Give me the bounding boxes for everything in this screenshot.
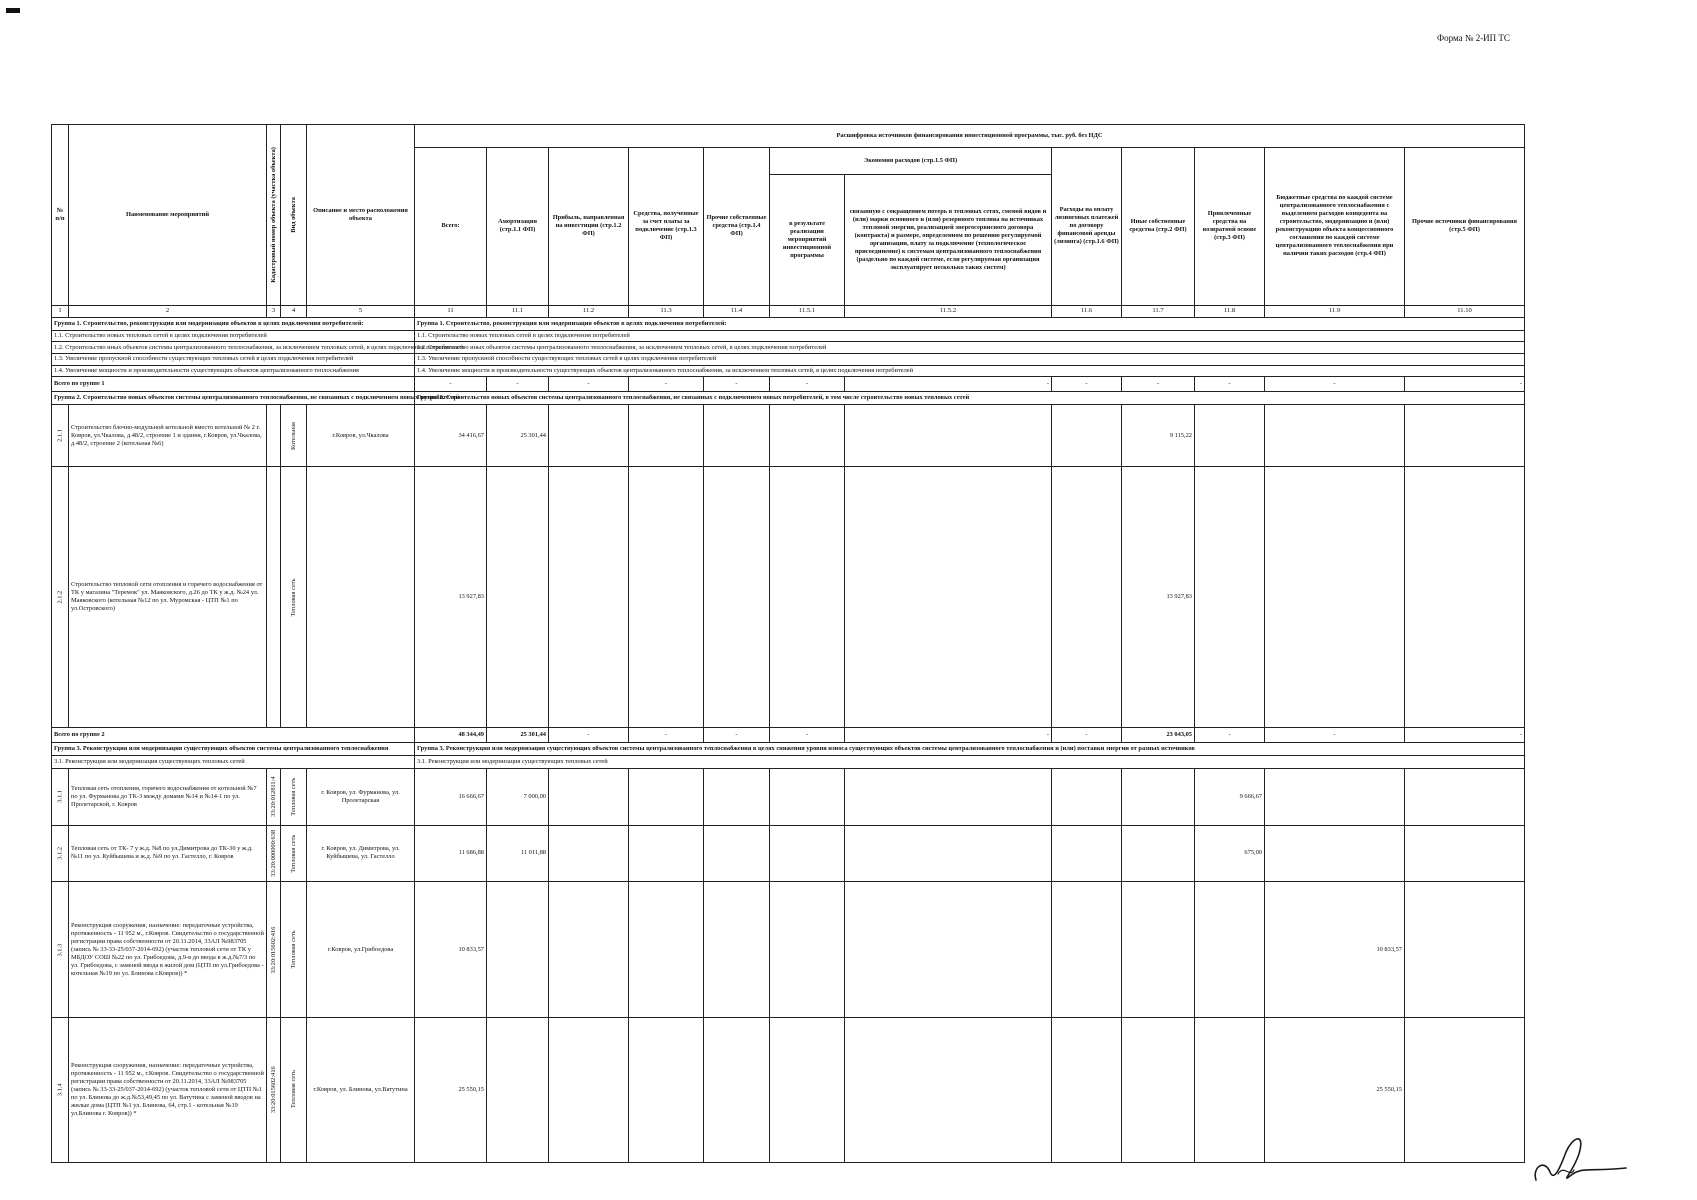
group3-title-row — [52, 742, 1525, 756]
dash-cell: - — [1122, 377, 1195, 392]
col-number: 11.6 — [1052, 305, 1122, 318]
form-label: Форма № 2-ИП ТС — [1437, 33, 1510, 43]
subgroup-title: 1.1. Строительство новых тепловых сетей в целях подключения потребителей — [52, 330, 415, 342]
dash-cell: - — [1405, 727, 1525, 742]
group-title: Группа 3. Реконструкция или модернизация существующих объектов системы централизованного теплоснабжения в целях снижения уровня износа существующих объектов системы централизованного теплоснабжения и (или) поставки энергии от разных источников — [415, 742, 1525, 756]
group1-total-row — [52, 377, 1525, 392]
group1-sub-row — [52, 330, 1525, 342]
amort-value — [487, 467, 549, 728]
object-type: Тепловая сеть — [281, 467, 307, 728]
group3-sub-row — [52, 756, 1525, 769]
col-number: 11.10 — [1405, 305, 1525, 318]
object-location: г. Ковров, ул. Фурманова, ул. Пролетарская — [307, 768, 415, 825]
dash-cell: - — [845, 377, 1052, 392]
cadastral-number: 33:20:015602:416 — [267, 1017, 281, 1162]
col-number: 11.4 — [704, 305, 770, 318]
signature-icon — [1530, 1128, 1630, 1188]
dash-cell: - — [549, 727, 629, 742]
borrowed-value — [1195, 882, 1265, 1018]
cadastral-number: 33:20:000000:638 — [267, 825, 281, 882]
budget-value — [1265, 825, 1405, 882]
group-title: Группа 2. Строительство новых объектов системы централизованного теплоснабжения, не связанных с подключением новых потребителей — [52, 391, 415, 405]
profit-header: Прибыль, направленная на инвестиции (стр.1.2 ФП) — [549, 148, 629, 306]
amort-value — [487, 882, 549, 1018]
dash-cell: - — [1265, 727, 1405, 742]
subgroup-title: 3.1. Реконструкция или модернизация существующих тепловых сетей — [415, 756, 1525, 769]
subgroup-title: 1.3. Увеличение пропускной способности существующих тепловых сетей в целях подключения потребителей — [415, 353, 1525, 365]
amort-header: Амортизация (стр.1.1 ФП) — [487, 148, 549, 306]
column-number-row — [52, 305, 1525, 318]
row-number: 2.1.1 — [52, 405, 69, 467]
dash-cell: - — [549, 377, 629, 392]
group1-sub-row — [52, 353, 1525, 365]
object-type: Тепловая сеть — [281, 768, 307, 825]
connection-fee-header: Средства, полученные за счет платы за подключение (стр.1.3 ФП) — [629, 148, 704, 306]
col-number: 4 — [281, 305, 307, 318]
budget-value: 10 833,57 — [1265, 882, 1405, 1018]
economy-losses-header: связанную с сокращением потерь в тепловых сетях, сменой видов и (или) марки основного и (или) резервного топлива на источниках тепловой энергии, реализацией энергосервисного договора (контракта) и размере, определенном по решению регулируемой организации, плату за подключение (технологическое присоединение) к системам централизованного теплоснабжения (раздельно по каждой системе, если регулируемая организация эксплуатирует несколько таких систем) — [845, 175, 1052, 305]
amort-value: 11 011,88 — [487, 825, 549, 882]
cadastral-number: 33:20:012811:4 — [267, 768, 281, 825]
dash-cell: - — [1195, 377, 1265, 392]
col-number: 1 — [52, 305, 69, 318]
dash-cell: - — [629, 727, 704, 742]
measure-name: Строительство тепловой сети отопления и горячего водоснабжения от ТК у магазина "Теремок" ул. Маяковского, д.26 до ТК у ж.д. №24 ул. Маяковского (котельная №12 по ул. Муромская - ЦТП №1 по ул.Островского) — [69, 467, 267, 728]
borrowed-value: 9 666,67 — [1195, 768, 1265, 825]
group-total-label: Всего по группе 2 — [52, 727, 415, 742]
cadastral-number — [267, 467, 281, 728]
group1-title-row — [52, 318, 1525, 331]
measure-name: Реконструкция сооружения, назначение: передаточные устройства, протяженность - 11 952 м., г.Ковров. Свидетельство о государственной регистрации права собственности от 20.11.2014, 33АЛ №983705 (запись № 33-33-25/037-2014-692) (участок тепловой сети от ЦТП №1 по ул. Блинова до ж.д.№53,49,45 по ул. Ватутина с заменой вводов на жилые дома (ЦТП №1 ул. Блинова, 64, стр.1 - котельная №19 ул.Блинова г. Ковров)) * — [69, 1017, 267, 1162]
dash-cell: - — [770, 727, 845, 742]
col-number: 2 — [69, 305, 267, 318]
dash-cell: - — [1052, 727, 1122, 742]
budget-header: Бюджетные средства по каждой системе централизованного теплоснабжения с выделением расходов концедента на строительство, модернизацию и (или) реконструкцию объекта концессионного соглашения по каждой системе централизованного теплоснабжения при наличии таких расходов (стр.4 ФП) — [1265, 148, 1405, 306]
dash-cell: - — [415, 377, 487, 392]
financing-header: Расшифровка источников финансирования инвестиционной программы, тыс. руб. без НДС — [415, 125, 1525, 148]
group-title: Группа 3. Реконструкция или модернизация существующих объектов системы централизованного теплоснабжения — [52, 742, 415, 756]
col-cadastral-header: Кадастровый номер объекта (участка объекта) — [267, 125, 281, 306]
row-number: 2.1.2 — [52, 467, 69, 728]
row-number: 3.1.2 — [52, 825, 69, 882]
amort-value — [487, 1017, 549, 1162]
other-own-value: 9 115,22 — [1122, 405, 1195, 467]
col-desc-header: Описание и место расположения объекта — [307, 125, 415, 306]
col-type-header: Вид объекта — [281, 125, 307, 306]
cadastral-number: 33:20:015602:416 — [267, 882, 281, 1018]
object-location — [307, 467, 415, 728]
borrowed-header: Привлеченные средства на возвратной основе (стр.3 ФП) — [1195, 148, 1265, 306]
total-header: Всего: — [415, 148, 487, 306]
economy-result-header: в результате реализации мероприятий инвестиционной программы — [770, 175, 845, 305]
dash-cell: - — [629, 377, 704, 392]
col-num-header: № п/п — [52, 125, 69, 306]
col-number: 11.5.2 — [845, 305, 1052, 318]
cadastral-number — [267, 405, 281, 467]
amort-value: 7 000,00 — [487, 768, 549, 825]
dash-cell: - — [704, 727, 770, 742]
dash-cell: - — [704, 377, 770, 392]
group-title: Группа 1. Строительство, реконструкция или модернизация объектов в целях подключения потребителей: — [415, 318, 1525, 331]
col-number: 11.5.1 — [770, 305, 845, 318]
subgroup-title: 1.3. Увеличение пропускной способности существующих тепловых сетей в целях подключения потребителей — [52, 353, 415, 365]
other-own-14-header: Прочие собственные средства (стр.1.4 ФП) — [704, 148, 770, 306]
subgroup-title: 1.2. Строительство иных объектов системы централизованного теплоснабжения, за исключением тепловых сетей, в целях подключения потребителей — [415, 342, 1525, 354]
object-type: Тепловая сеть — [281, 1017, 307, 1162]
dash-cell: - — [845, 727, 1052, 742]
object-location: г. Ковров, ул. Димитрова, ул. Куйбышева, ул. Гастелло — [307, 825, 415, 882]
dash-cell: - — [487, 377, 549, 392]
subgroup-title: 3.1. Реконструкция или модернизация существующих тепловых сетей — [52, 756, 415, 769]
col-number: 11.7 — [1122, 305, 1195, 318]
dash-cell: - — [770, 377, 845, 392]
group-total-label: Всего по группе 1 — [52, 377, 415, 392]
row-number: 3.1.1 — [52, 768, 69, 825]
total-value: 11 686,88 — [415, 825, 487, 882]
scan-marker — [6, 8, 20, 13]
total-value: 34 416,67 — [415, 405, 487, 467]
group1-sub-row — [52, 365, 1525, 377]
object-location: г.Ковров, ул.Чкалова — [307, 405, 415, 467]
total-value: 10 833,57 — [415, 882, 487, 1018]
col-number: 11.2 — [549, 305, 629, 318]
budget-value: 25 550,15 — [1265, 1017, 1405, 1162]
object-location: г.Ковров, ул. Блинова, ул.Ватутина — [307, 1017, 415, 1162]
amort-value: 25 301,44 — [487, 405, 549, 467]
measure-name: Тепловая сеть от ТК- 7 у ж.д. №8 по ул.Димитрова до ТК-30 у ж.д. №11 по ул. Куйбышева и ж.д. №9 по ул. Гастелло, г. Ковров — [69, 825, 267, 882]
total-value: 25 550,15 — [415, 1017, 487, 1162]
measure-name: Реконструкция сооружения, назначение: передаточные устройства, протяженность - 11 952 м., г.Ковров. Свидетельство о государственной регистрации права собственности от 20.11.2014, 33АЛ №983705 (запись № 33-33-25/037-2014-692) (участок тепловой сети от ТК у МБДОУ СОШ №22 по ул. Грибоедова, д.9-в до ввода в ж.д.№7/3 по ул. Грибоедова, с заменой ввода в жилой дом (ЦТП по ул.Грибоедова - котельная №19 по ул. Блинова г.Ковров)) * — [69, 882, 267, 1018]
subgroup-title: 1.4. Увеличение мощности и производительности существующих объектов централизованного теплоснабжения — [52, 365, 415, 377]
table-row — [52, 1017, 1525, 1162]
budget-value — [1265, 768, 1405, 825]
other-own-2-header: Иные собственные средства (стр.2 ФП) — [1122, 148, 1195, 306]
subgroup-title: 1.2. Строительство иных объектов системы централизованного теплоснабжения, за исключением тепловых сетей, в целях подключения потребителей — [52, 342, 415, 354]
col-number: 11.9 — [1265, 305, 1405, 318]
dash-cell: - — [1052, 377, 1122, 392]
col-number: 5 — [307, 305, 415, 318]
object-type: Тепловая сеть — [281, 825, 307, 882]
total-value: 16 666,67 — [415, 768, 487, 825]
dash-cell: - — [1405, 377, 1525, 392]
row-number: 3.1.4 — [52, 1017, 69, 1162]
col-number: 11.3 — [629, 305, 704, 318]
dash-cell: - — [1195, 727, 1265, 742]
group-title: Группа 1. Строительство, реконструкция или модернизация объектов в целях подключения потребителей: — [52, 318, 415, 331]
table-row — [52, 405, 1525, 467]
col-number: 3 — [267, 305, 281, 318]
group-amort-value: 25 301,44 — [487, 727, 549, 742]
object-type: Котельная — [281, 405, 307, 467]
group-own-value: 23 043,05 — [1122, 727, 1195, 742]
other-own-value: 13 927,83 — [1122, 467, 1195, 728]
object-location: г.Ковров, ул.Грибоедова — [307, 882, 415, 1018]
group2-title-row — [52, 391, 1525, 405]
subgroup-title: 1.4. Увеличение мощности и производительности существующих объектов централизованного теплоснабжения, за исключением тепловых сетей, в целях подключения потребителей — [415, 365, 1525, 377]
table-row — [52, 825, 1525, 882]
table-row — [52, 768, 1525, 825]
object-type: Тепловая сеть — [281, 882, 307, 1018]
col-number: 11.1 — [487, 305, 549, 318]
group2-total-row — [52, 727, 1525, 742]
leasing-header: Расходы на оплату лизинговых платежей по договору финансовой аренды (лизинга) (стр.1.6 ФП) — [1052, 148, 1122, 306]
measure-name: Строительство блочно-модульной котельной вместо котельной № 2 г. Ковров, ул.Чкалова, д.48/2, строение 1 и здания, г.Ковров, ул.Чкалова, д.48/2, строение 2 (котельная №6) — [69, 405, 267, 467]
borrowed-value: 675,00 — [1195, 825, 1265, 882]
total-value: 13 927,83 — [415, 467, 487, 728]
row-number: 3.1.3 — [52, 882, 69, 1018]
group1-sub-row — [52, 342, 1525, 354]
other-sources-header: Прочие источники финансирования (стр.5 ФП) — [1405, 148, 1525, 306]
measure-name: Тепловая сеть отопления, горячего водоснабжения от котельной №7 по ул. Фурманова до ТК-3 между домами №14 и №14-1 по ул. Пролетарской, г. Ковров — [69, 768, 267, 825]
group-title: Группа 2. Строительство новых объектов системы централизованного теплоснабжения, не связанных с подключением новых потребителей, в том числе строительство новых тепловых сетей — [415, 391, 1525, 405]
economy-header: Экономия расходов (стр.1.5 ФП) — [770, 148, 1052, 175]
col-number: 11.8 — [1195, 305, 1265, 318]
group-total-value: 48 344,49 — [415, 727, 487, 742]
borrowed-value — [1195, 1017, 1265, 1162]
financing-table — [51, 124, 1525, 1163]
table-row — [52, 882, 1525, 1018]
col-number: 11 — [415, 305, 487, 318]
table-row — [52, 467, 1525, 728]
dash-cell: - — [1265, 377, 1405, 392]
col-name-header: Наименование мероприятий — [69, 125, 267, 306]
subgroup-title: 1.1. Строительство новых тепловых сетей в целях подключения потребителей — [415, 330, 1525, 342]
